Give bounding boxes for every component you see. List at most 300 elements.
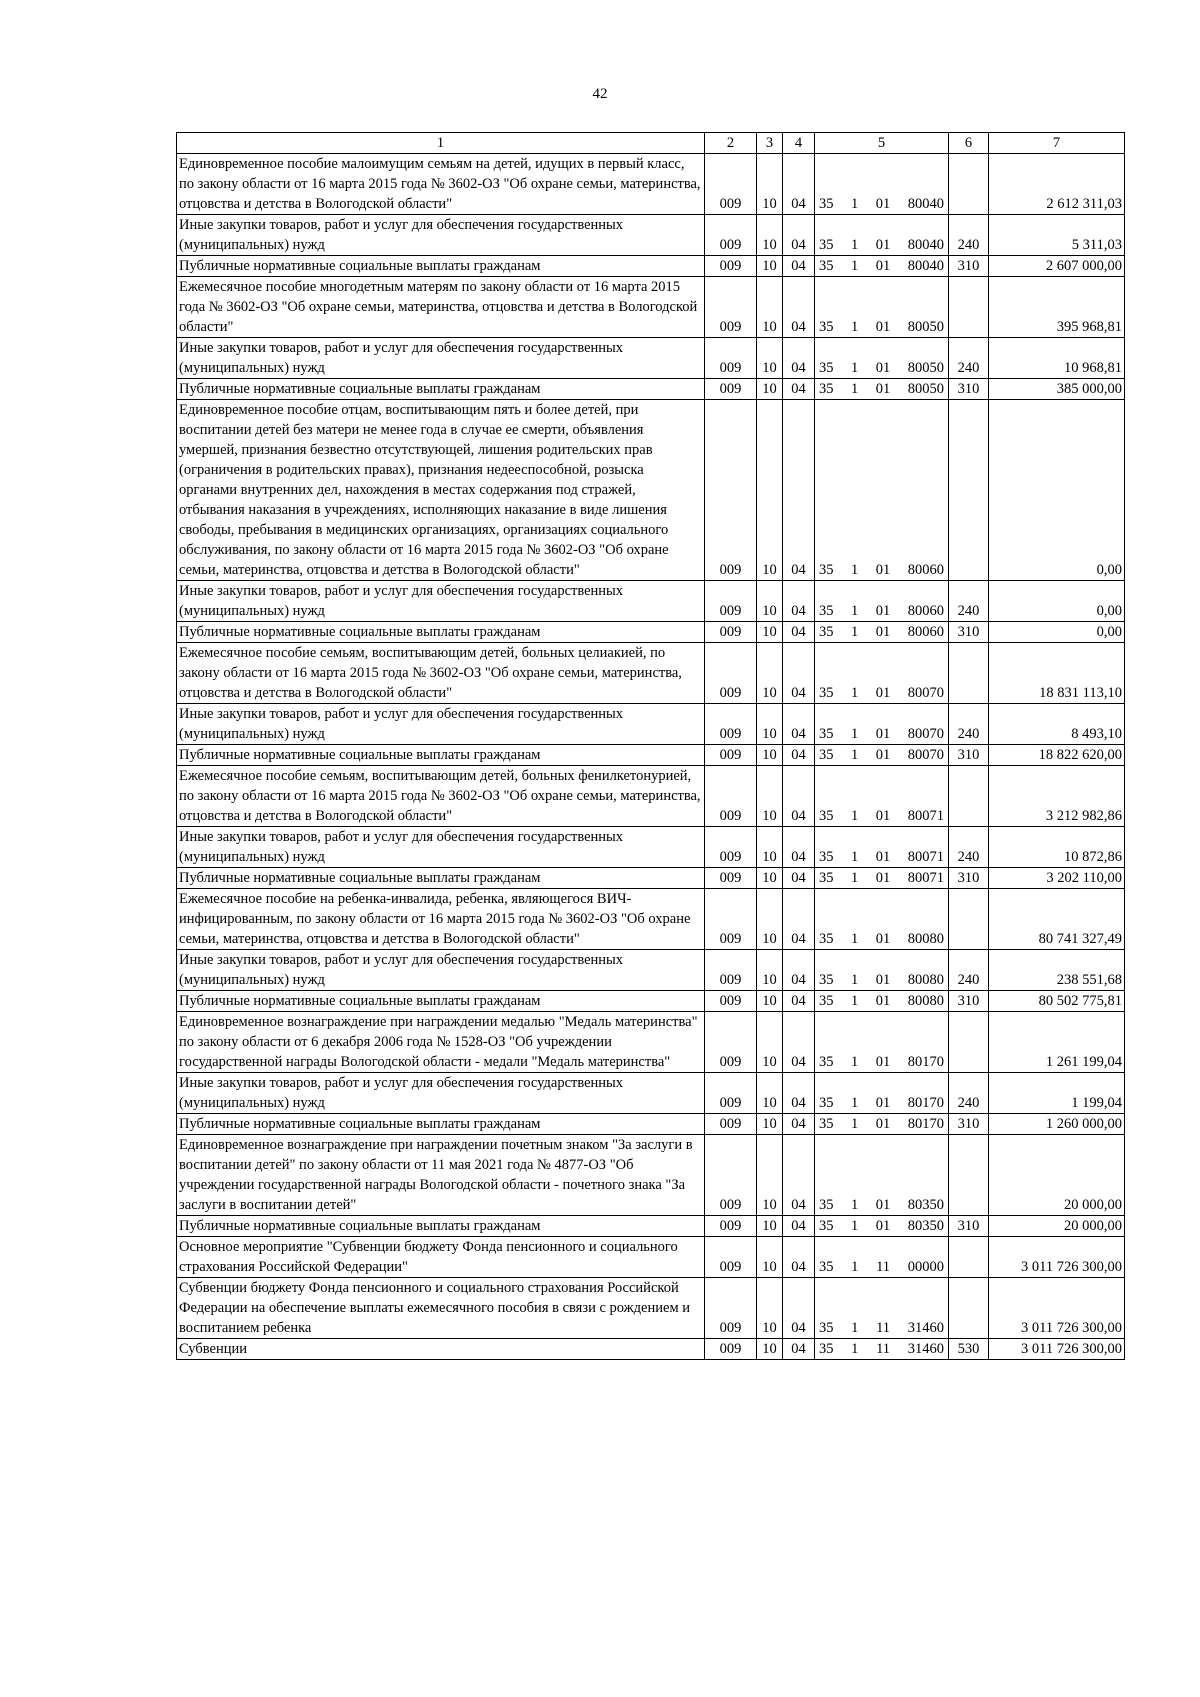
table-row <box>177 950 1125 991</box>
row-section-code: 10 <box>757 991 783 1012</box>
row-expense-type-code: 240 <box>949 338 989 379</box>
row-section-code: 10 <box>757 1012 783 1073</box>
row-section-code: 10 <box>757 622 783 643</box>
target-article-parts <box>816 724 947 744</box>
row-expense-type-code <box>949 1012 989 1073</box>
row-name: Единовременное вознаграждение при награждении почетным знаком "За заслуги в воспитании детей" по закону области от 11 мая 2021 года № 4877-ОЗ "Об учреждении государственной награды Вологодской области - почетного знака "За заслуги в воспитании детей" <box>177 1135 705 1216</box>
row-expense-type-code: 310 <box>949 745 989 766</box>
target-article-part: 35 <box>819 808 834 824</box>
target-article-part: 35 <box>819 258 834 274</box>
target-article-part: 35 <box>819 993 834 1009</box>
row-subsection-code: 04 <box>783 622 815 643</box>
row-name: Публичные нормативные социальные выплаты гражданам <box>177 745 705 766</box>
target-article-part: 80071 <box>907 849 944 865</box>
row-admin-code: 009 <box>705 991 757 1012</box>
row-subsection-code: 04 <box>783 1278 815 1339</box>
row-name: Иные закупки товаров, работ и услуг для обеспечения государственных (муниципальных) нужд <box>177 827 705 868</box>
target-article-part: 35 <box>819 319 834 335</box>
row-subsection-code: 04 <box>783 1216 815 1237</box>
row-section-code: 10 <box>757 154 783 215</box>
row-target-article-code <box>815 277 949 338</box>
row-subsection-code: 04 <box>783 868 815 889</box>
row-admin-code: 009 <box>705 215 757 256</box>
target-article-part: 80040 <box>907 237 944 253</box>
row-amount: 3 212 982,86 <box>989 766 1125 827</box>
target-article-part: 35 <box>819 1054 834 1070</box>
target-article-part: 35 <box>819 1320 834 1336</box>
target-article-part: 35 <box>819 849 834 865</box>
row-target-article-code <box>815 1339 949 1360</box>
target-article-part: 01 <box>875 1054 891 1070</box>
target-article-part: 01 <box>875 258 891 274</box>
target-article-parts <box>816 256 947 276</box>
table-row <box>177 379 1125 400</box>
target-article-parts <box>816 929 947 949</box>
row-admin-code: 009 <box>705 1216 757 1237</box>
row-expense-type-code <box>949 277 989 338</box>
header-col-1: 1 <box>177 133 705 154</box>
row-expense-type-code: 310 <box>949 1216 989 1237</box>
row-name: Единовременное пособие малоимущим семьям на детей, идущих в первый класс, по закону области от 16 марта 2015 года № 3602-ОЗ "Об охране семьи, материнства, отцовства и детства в Вологодской области" <box>177 154 705 215</box>
row-amount: 238 551,68 <box>989 950 1125 991</box>
row-subsection-code: 04 <box>783 991 815 1012</box>
row-amount: 3 011 726 300,00 <box>989 1339 1125 1360</box>
row-name: Иные закупки товаров, работ и услуг для обеспечения государственных (муниципальных) нужд <box>177 950 705 991</box>
table-row <box>177 766 1125 827</box>
row-name: Иные закупки товаров, работ и услуг для обеспечения государственных (муниципальных) нужд <box>177 581 705 622</box>
row-amount: 395 968,81 <box>989 277 1125 338</box>
row-subsection-code: 04 <box>783 827 815 868</box>
target-article-part: 80070 <box>907 726 944 742</box>
row-amount: 10 872,86 <box>989 827 1125 868</box>
target-article-part: 80050 <box>907 381 944 397</box>
target-article-parts <box>816 1257 947 1277</box>
target-article-part: 01 <box>875 993 891 1009</box>
table-row <box>177 1012 1125 1073</box>
target-article-part: 80050 <box>907 360 944 376</box>
target-article-part: 1 <box>851 258 859 274</box>
row-subsection-code: 04 <box>783 338 815 379</box>
target-article-part: 80170 <box>907 1095 944 1111</box>
row-expense-type-code <box>949 1135 989 1216</box>
row-target-article-code <box>815 1012 949 1073</box>
row-expense-type-code: 310 <box>949 868 989 889</box>
row-target-article-code <box>815 827 949 868</box>
row-amount: 3 011 726 300,00 <box>989 1278 1125 1339</box>
row-admin-code: 009 <box>705 379 757 400</box>
table-row <box>177 889 1125 950</box>
row-target-article-code <box>815 581 949 622</box>
row-admin-code: 009 <box>705 766 757 827</box>
target-article-part: 35 <box>819 1341 834 1357</box>
target-article-part: 00000 <box>907 1259 944 1275</box>
page-number: 42 <box>592 86 608 102</box>
target-article-parts <box>816 235 947 255</box>
row-amount: 20 000,00 <box>989 1135 1125 1216</box>
target-article-part: 01 <box>875 931 891 947</box>
row-section-code: 10 <box>757 643 783 704</box>
header-col-6: 6 <box>949 133 989 154</box>
target-article-part: 1 <box>851 1218 859 1234</box>
row-amount: 80 741 327,49 <box>989 889 1125 950</box>
row-name: Иные закупки товаров, работ и услуг для обеспечения государственных (муниципальных) нужд <box>177 1073 705 1114</box>
row-amount: 3 011 726 300,00 <box>989 1237 1125 1278</box>
target-article-part: 01 <box>875 1197 891 1213</box>
row-amount: 1 261 199,04 <box>989 1012 1125 1073</box>
table-row <box>177 827 1125 868</box>
row-expense-type-code: 240 <box>949 950 989 991</box>
target-article-part: 1 <box>851 1054 859 1070</box>
row-admin-code: 009 <box>705 868 757 889</box>
row-expense-type-code: 310 <box>949 991 989 1012</box>
row-subsection-code: 04 <box>783 745 815 766</box>
row-name: Публичные нормативные социальные выплаты гражданам <box>177 1216 705 1237</box>
target-article-part: 35 <box>819 726 834 742</box>
target-article-part: 80070 <box>907 747 944 763</box>
row-admin-code: 009 <box>705 581 757 622</box>
target-article-part: 80350 <box>907 1197 944 1213</box>
target-article-part: 80040 <box>907 196 944 212</box>
row-admin-code: 009 <box>705 643 757 704</box>
target-article-parts <box>816 379 947 399</box>
row-expense-type-code: 240 <box>949 215 989 256</box>
row-name: Ежемесячное пособие на ребенка-инвалида, ребенка, являющегося ВИЧ-инфицированным, по закону области от 16 марта 2015 года № 3602-ОЗ "Об охране семьи, материнства, отцовства и детства в Вологодской области" <box>177 889 705 950</box>
target-article-part: 35 <box>819 685 834 701</box>
target-article-part: 01 <box>875 747 891 763</box>
row-amount: 18 831 113,10 <box>989 643 1125 704</box>
row-target-article-code <box>815 745 949 766</box>
row-amount: 3 202 110,00 <box>989 868 1125 889</box>
target-article-parts <box>816 1216 947 1236</box>
row-subsection-code: 04 <box>783 1237 815 1278</box>
row-section-code: 10 <box>757 581 783 622</box>
target-article-part: 80350 <box>907 1218 944 1234</box>
row-name: Единовременное вознаграждение при награждении медалью "Медаль материнства" по закону области от 6 декабря 2006 года № 1528-ОЗ "Об учреждении государственной награды Вологодской области - медали "Медаль материнства" <box>177 1012 705 1073</box>
row-subsection-code: 04 <box>783 950 815 991</box>
row-name: Ежемесячное пособие семьям, воспитывающим детей, больных целиакией, по закону области от 16 марта 2015 года № 3602-ОЗ "Об охране семьи, материнства, отцовства и детства в Вологодской области" <box>177 643 705 704</box>
row-name: Иные закупки товаров, работ и услуг для обеспечения государственных (муниципальных) нужд <box>177 215 705 256</box>
target-article-part: 1 <box>851 972 859 988</box>
row-name: Иные закупки товаров, работ и услуг для обеспечения государственных (муниципальных) нужд <box>177 704 705 745</box>
target-article-parts <box>816 194 947 214</box>
row-admin-code: 009 <box>705 1237 757 1278</box>
target-article-part: 31460 <box>907 1320 944 1336</box>
table-row <box>177 704 1125 745</box>
target-article-part: 1 <box>851 931 859 947</box>
row-target-article-code <box>815 215 949 256</box>
row-subsection-code: 04 <box>783 1012 815 1073</box>
target-article-part: 01 <box>875 237 891 253</box>
header-col-7: 7 <box>989 133 1125 154</box>
row-expense-type-code: 240 <box>949 827 989 868</box>
header-row <box>177 133 1125 154</box>
table-row <box>177 400 1125 581</box>
table-row <box>177 868 1125 889</box>
table-row <box>177 1278 1125 1339</box>
target-article-parts <box>816 683 947 703</box>
table-row <box>177 277 1125 338</box>
table-body <box>177 154 1125 1360</box>
target-article-part: 01 <box>875 972 891 988</box>
row-target-article-code <box>815 400 949 581</box>
row-subsection-code: 04 <box>783 704 815 745</box>
table-row <box>177 1339 1125 1360</box>
row-admin-code: 009 <box>705 338 757 379</box>
row-subsection-code: 04 <box>783 277 815 338</box>
target-article-part: 35 <box>819 381 834 397</box>
row-name: Основное мероприятие "Субвенции бюджету Фонда пенсионного и социального страхования Российской Федерации" <box>177 1237 705 1278</box>
header-col-5: 5 <box>815 133 949 154</box>
row-admin-code: 009 <box>705 950 757 991</box>
row-section-code: 10 <box>757 766 783 827</box>
row-admin-code: 009 <box>705 256 757 277</box>
target-article-part: 35 <box>819 931 834 947</box>
row-expense-type-code <box>949 1237 989 1278</box>
target-article-part: 1 <box>851 319 859 335</box>
row-section-code: 10 <box>757 1237 783 1278</box>
row-section-code: 10 <box>757 704 783 745</box>
row-name: Единовременное пособие отцам, воспитывающим пять и более детей, при воспитании детей без матери не менее года в случае ее смерти, объявления умершей, признания безвестно отсутствующей, лишения родительских прав (ограничения в родительских правах), признания недееспособной, розыска органами внутренних дел, нахождения в местах содержания под стражей, отбывания наказания в учреждениях, исполняющих наказание в виде лишения свободы, пребывания в медицинских организациях, организациях социального обслуживания, по закону области от 16 марта 2015 года № 3602-ОЗ "Об охране семьи, материнства, отцовства и детства в Вологодской области" <box>177 400 705 581</box>
target-article-parts <box>816 970 947 990</box>
target-article-part: 80060 <box>907 603 944 619</box>
target-article-part: 01 <box>875 1116 891 1132</box>
row-section-code: 10 <box>757 256 783 277</box>
target-article-part: 80050 <box>907 319 944 335</box>
row-expense-type-code: 530 <box>949 1339 989 1360</box>
row-section-code: 10 <box>757 1339 783 1360</box>
target-article-part: 01 <box>875 726 891 742</box>
row-subsection-code: 04 <box>783 379 815 400</box>
table-row <box>177 154 1125 215</box>
target-article-parts <box>816 991 947 1011</box>
row-expense-type-code: 310 <box>949 256 989 277</box>
target-article-part: 1 <box>851 603 859 619</box>
row-name: Публичные нормативные социальные выплаты гражданам <box>177 622 705 643</box>
table-row <box>177 643 1125 704</box>
target-article-part: 35 <box>819 624 834 640</box>
table-row <box>177 581 1125 622</box>
target-article-part: 01 <box>875 1095 891 1111</box>
row-section-code: 10 <box>757 1073 783 1114</box>
row-amount: 8 493,10 <box>989 704 1125 745</box>
row-expense-type-code: 310 <box>949 379 989 400</box>
row-section-code: 10 <box>757 1278 783 1339</box>
row-amount: 0,00 <box>989 581 1125 622</box>
row-subsection-code: 04 <box>783 1135 815 1216</box>
row-admin-code: 009 <box>705 827 757 868</box>
target-article-part: 1 <box>851 1197 859 1213</box>
row-admin-code: 009 <box>705 277 757 338</box>
target-article-parts <box>816 622 947 642</box>
row-expense-type-code <box>949 400 989 581</box>
row-expense-type-code: 310 <box>949 622 989 643</box>
row-subsection-code: 04 <box>783 1114 815 1135</box>
table-row <box>177 256 1125 277</box>
target-article-part: 1 <box>851 562 859 578</box>
target-article-parts <box>816 1093 947 1113</box>
target-article-part: 01 <box>875 360 891 376</box>
row-expense-type-code: 240 <box>949 704 989 745</box>
row-name: Публичные нормативные социальные выплаты гражданам <box>177 1114 705 1135</box>
row-amount: 5 311,03 <box>989 215 1125 256</box>
target-article-part: 1 <box>851 196 859 212</box>
row-admin-code: 009 <box>705 1278 757 1339</box>
row-target-article-code <box>815 991 949 1012</box>
target-article-parts <box>816 1318 947 1338</box>
row-target-article-code <box>815 1135 949 1216</box>
target-article-part: 11 <box>876 1259 891 1275</box>
row-section-code: 10 <box>757 400 783 581</box>
target-article-part: 01 <box>875 870 891 886</box>
row-name: Иные закупки товаров, работ и услуг для обеспечения государственных (муниципальных) нужд <box>177 338 705 379</box>
table-row <box>177 215 1125 256</box>
target-article-part: 1 <box>851 1341 859 1357</box>
row-section-code: 10 <box>757 827 783 868</box>
table-row <box>177 745 1125 766</box>
table-row <box>177 622 1125 643</box>
target-article-part: 80071 <box>907 808 944 824</box>
row-admin-code: 009 <box>705 1114 757 1135</box>
row-expense-type-code <box>949 154 989 215</box>
row-name: Публичные нормативные социальные выплаты гражданам <box>177 256 705 277</box>
target-article-part: 35 <box>819 1259 834 1275</box>
target-article-part: 35 <box>819 603 834 619</box>
row-target-article-code <box>815 766 949 827</box>
table-row <box>177 1114 1125 1135</box>
row-name: Публичные нормативные социальные выплаты гражданам <box>177 868 705 889</box>
row-amount: 2 607 000,00 <box>989 256 1125 277</box>
target-article-part: 01 <box>875 603 891 619</box>
target-article-part: 1 <box>851 808 859 824</box>
target-article-part: 1 <box>851 1320 859 1336</box>
row-admin-code: 009 <box>705 889 757 950</box>
row-section-code: 10 <box>757 950 783 991</box>
row-amount: 0,00 <box>989 400 1125 581</box>
target-article-part: 01 <box>875 562 891 578</box>
header-col-3: 3 <box>757 133 783 154</box>
row-target-article-code <box>815 256 949 277</box>
target-article-part: 80170 <box>907 1116 944 1132</box>
row-subsection-code: 04 <box>783 215 815 256</box>
target-article-part: 80040 <box>907 258 944 274</box>
target-article-parts <box>816 601 947 621</box>
target-article-parts <box>816 317 947 337</box>
target-article-part: 1 <box>851 1095 859 1111</box>
target-article-part: 1 <box>851 237 859 253</box>
row-target-article-code <box>815 338 949 379</box>
row-subsection-code: 04 <box>783 643 815 704</box>
row-admin-code: 009 <box>705 622 757 643</box>
row-target-article-code <box>815 643 949 704</box>
row-name: Ежемесячное пособие семьям, воспитывающим детей, больных фенилкетонурией, по закону области от 16 марта 2015 года № 3602-ОЗ "Об охране семьи, материнства, отцовства и детства в Вологодской области" <box>177 766 705 827</box>
target-article-part: 35 <box>819 196 834 212</box>
target-article-part: 35 <box>819 1197 834 1213</box>
target-article-part: 1 <box>851 849 859 865</box>
target-article-part: 1 <box>851 624 859 640</box>
row-expense-type-code: 240 <box>949 581 989 622</box>
row-expense-type-code <box>949 1278 989 1339</box>
row-section-code: 10 <box>757 889 783 950</box>
target-article-parts <box>816 868 947 888</box>
row-target-article-code <box>815 704 949 745</box>
row-section-code: 10 <box>757 745 783 766</box>
row-name: Ежемесячное пособие многодетным матерям по закону области от 16 марта 2015 года № 3602-ОЗ "Об охране семьи, материнства, отцовства и детства в Вологодской области" <box>177 277 705 338</box>
target-article-part: 1 <box>851 381 859 397</box>
row-amount: 2 612 311,03 <box>989 154 1125 215</box>
row-section-code: 10 <box>757 1135 783 1216</box>
row-target-article-code <box>815 1278 949 1339</box>
table-row <box>177 1237 1125 1278</box>
target-article-part: 01 <box>875 624 891 640</box>
row-section-code: 10 <box>757 215 783 256</box>
target-article-part: 1 <box>851 360 859 376</box>
target-article-part: 1 <box>851 1116 859 1132</box>
target-article-part: 80080 <box>907 931 944 947</box>
row-expense-type-code <box>949 889 989 950</box>
row-expense-type-code <box>949 643 989 704</box>
target-article-part: 35 <box>819 972 834 988</box>
target-article-parts <box>816 1339 947 1359</box>
row-section-code: 10 <box>757 1216 783 1237</box>
target-article-parts <box>816 1195 947 1215</box>
target-article-part: 35 <box>819 870 834 886</box>
target-article-part: 01 <box>875 808 891 824</box>
row-target-article-code <box>815 154 949 215</box>
row-admin-code: 009 <box>705 1339 757 1360</box>
row-name: Субвенции бюджету Фонда пенсионного и социального страхования Российской Федерации на обеспечение выплаты ежемесячного пособия в связи с рождением и воспитанием ребенка <box>177 1278 705 1339</box>
target-article-part: 11 <box>876 1320 891 1336</box>
target-article-part: 35 <box>819 360 834 376</box>
target-article-part: 35 <box>819 1116 834 1132</box>
target-article-part: 80070 <box>907 685 944 701</box>
row-amount: 1 199,04 <box>989 1073 1125 1114</box>
row-target-article-code <box>815 1114 949 1135</box>
table-row <box>177 991 1125 1012</box>
target-article-part: 35 <box>819 747 834 763</box>
target-article-part: 01 <box>875 1218 891 1234</box>
target-article-part: 1 <box>851 993 859 1009</box>
target-article-part: 01 <box>875 381 891 397</box>
row-admin-code: 009 <box>705 1135 757 1216</box>
row-section-code: 10 <box>757 379 783 400</box>
target-article-part: 31460 <box>907 1341 944 1357</box>
budget-table <box>176 132 1125 1360</box>
header-col-4: 4 <box>783 133 815 154</box>
target-article-part: 80170 <box>907 1054 944 1070</box>
row-subsection-code: 04 <box>783 400 815 581</box>
row-subsection-code: 04 <box>783 154 815 215</box>
target-article-part: 1 <box>851 870 859 886</box>
row-expense-type-code <box>949 766 989 827</box>
target-article-part: 01 <box>875 196 891 212</box>
row-amount: 20 000,00 <box>989 1216 1125 1237</box>
row-subsection-code: 04 <box>783 1339 815 1360</box>
row-section-code: 10 <box>757 1114 783 1135</box>
row-subsection-code: 04 <box>783 1073 815 1114</box>
row-amount: 80 502 775,81 <box>989 991 1125 1012</box>
row-admin-code: 009 <box>705 154 757 215</box>
row-expense-type-code: 240 <box>949 1073 989 1114</box>
target-article-part: 80071 <box>907 870 944 886</box>
target-article-part: 01 <box>875 685 891 701</box>
row-section-code: 10 <box>757 338 783 379</box>
row-section-code: 10 <box>757 868 783 889</box>
row-name: Публичные нормативные социальные выплаты гражданам <box>177 991 705 1012</box>
row-admin-code: 009 <box>705 1073 757 1114</box>
target-article-part: 01 <box>875 849 891 865</box>
target-article-part: 11 <box>876 1341 891 1357</box>
target-article-part: 1 <box>851 1259 859 1275</box>
